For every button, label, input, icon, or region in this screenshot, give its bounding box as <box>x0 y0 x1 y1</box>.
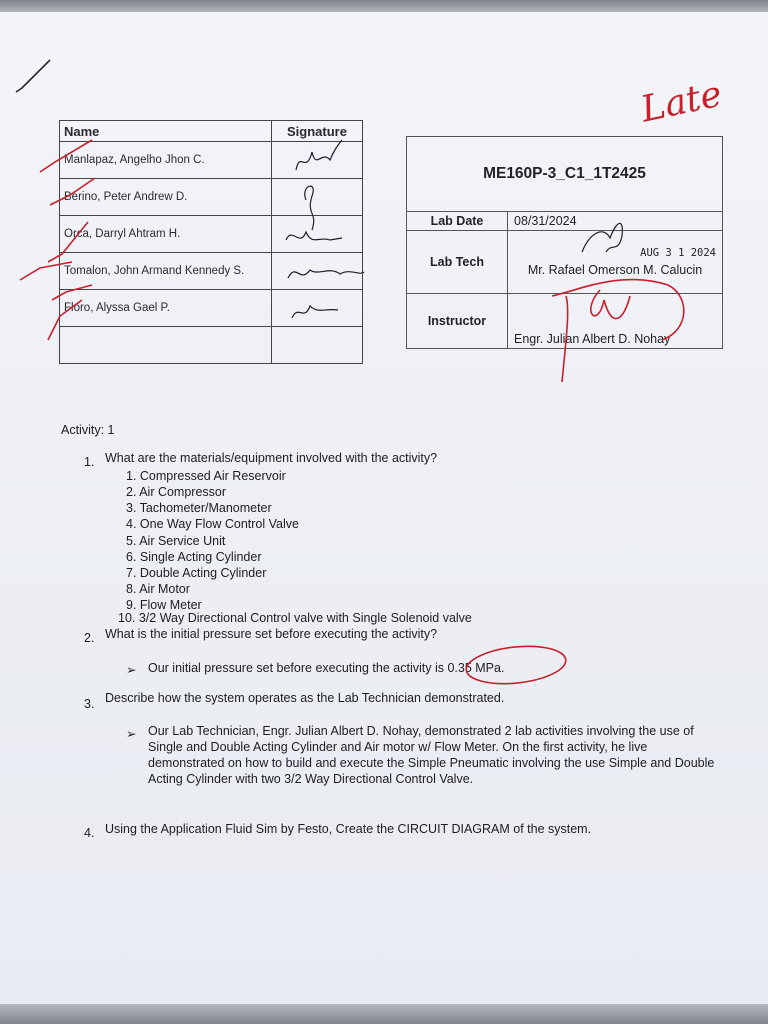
list-item: 1. Compressed Air Reservoir <box>126 469 286 483</box>
bullet-icon: ➢ <box>126 727 137 741</box>
table-row <box>60 216 363 253</box>
scan-bottom-edge <box>0 1004 768 1024</box>
list-item: 10. 3/2 Way Directional Control valve with Single Solenoid valve <box>118 611 472 625</box>
signature-cell <box>272 216 363 253</box>
activity-heading: Activity: 1 <box>61 423 115 437</box>
course-code: ME160P-3_C1_1T2425 <box>407 137 723 212</box>
table-row <box>60 142 363 179</box>
signature-cell <box>272 253 363 290</box>
signature-cell <box>272 327 363 364</box>
q3-number: 3. <box>84 697 95 711</box>
list-item: 8. Air Motor <box>126 582 190 596</box>
member-name: Berino, Peter Andrew D. <box>60 179 272 216</box>
list-item: 4. One Way Flow Control Valve <box>126 517 299 531</box>
list-item: 2. Air Compressor <box>126 485 227 499</box>
signature-cell <box>272 179 363 216</box>
course-info-table <box>406 136 723 349</box>
member-name: Tomalon, John Armand Kennedy S. <box>60 253 272 290</box>
instructor-value: Engr. Julian Albert D. Nohay <box>508 294 723 349</box>
signature-header: Signature <box>272 121 363 142</box>
instructor-label: Instructor <box>407 294 508 349</box>
bullet-icon: ➢ <box>126 663 137 677</box>
lab-tech-value <box>508 231 723 294</box>
member-name: Floro, Alyssa Gael P. <box>60 290 272 327</box>
table-row <box>60 290 363 327</box>
group-members-table <box>59 120 363 364</box>
received-date-stamp: AUG 3 1 2024 <box>640 246 716 259</box>
q2-answer: Our initial pressure set before executing the activity is 0.35 MPa. <box>148 661 505 675</box>
q4-number: 4. <box>84 826 95 840</box>
q2-text: What is the initial pressure set before executing the activity? <box>105 627 438 641</box>
member-name: Orca, Darryl Ahtram H. <box>60 216 272 253</box>
lab-tech-label: Lab Tech <box>407 231 508 294</box>
table-row <box>60 327 363 364</box>
member-name: Manlapaz, Angelho Jhon C. <box>60 142 272 179</box>
q4-text: Using the Application Fluid Sim by Festo, Create the CIRCUIT DIAGRAM of the system. <box>105 822 592 836</box>
list-item: 7. Double Acting Cylinder <box>126 566 267 580</box>
list-item: 6. Single Acting Cylinder <box>126 550 262 564</box>
lab-date-label: Lab Date <box>407 212 508 231</box>
list-item: 9. Flow Meter <box>126 598 202 612</box>
q1-text: What are the materials/equipment involved with the activity? <box>105 451 438 465</box>
table-row <box>60 179 363 216</box>
signature-cell <box>272 290 363 327</box>
q2-number: 2. <box>84 631 95 645</box>
list-item: 5. Air Service Unit <box>126 534 226 548</box>
late-note: Late <box>637 73 726 131</box>
member-name <box>60 327 272 364</box>
lab-date-value: 08/31/2024 <box>508 212 723 231</box>
name-header: Name <box>60 121 272 142</box>
list-item: 3. Tachometer/Manometer <box>126 501 272 515</box>
signature-cell <box>272 142 363 179</box>
lab-tech-name: Mr. Rafael Omerson M. Calucin <box>527 262 703 277</box>
table-row <box>60 253 363 290</box>
q3-answer: Our Lab Technician, Engr. Julian Albert D. Nohay, demonstrated 2 lab activities involving the use of Single and Double Acting Cylinder and Air motor w/ Flow Meter. On the first activity, he live demonstrated on how to build and execute the Simple Pneumatic involving the use Simple and Double Acting Cylinder with two 3/2 Way Directional Control Valve. <box>148 724 715 786</box>
q3-text: Describe how the system operates as the Lab Technician demonstrated. <box>105 691 505 705</box>
q1-number: 1. <box>84 455 95 469</box>
